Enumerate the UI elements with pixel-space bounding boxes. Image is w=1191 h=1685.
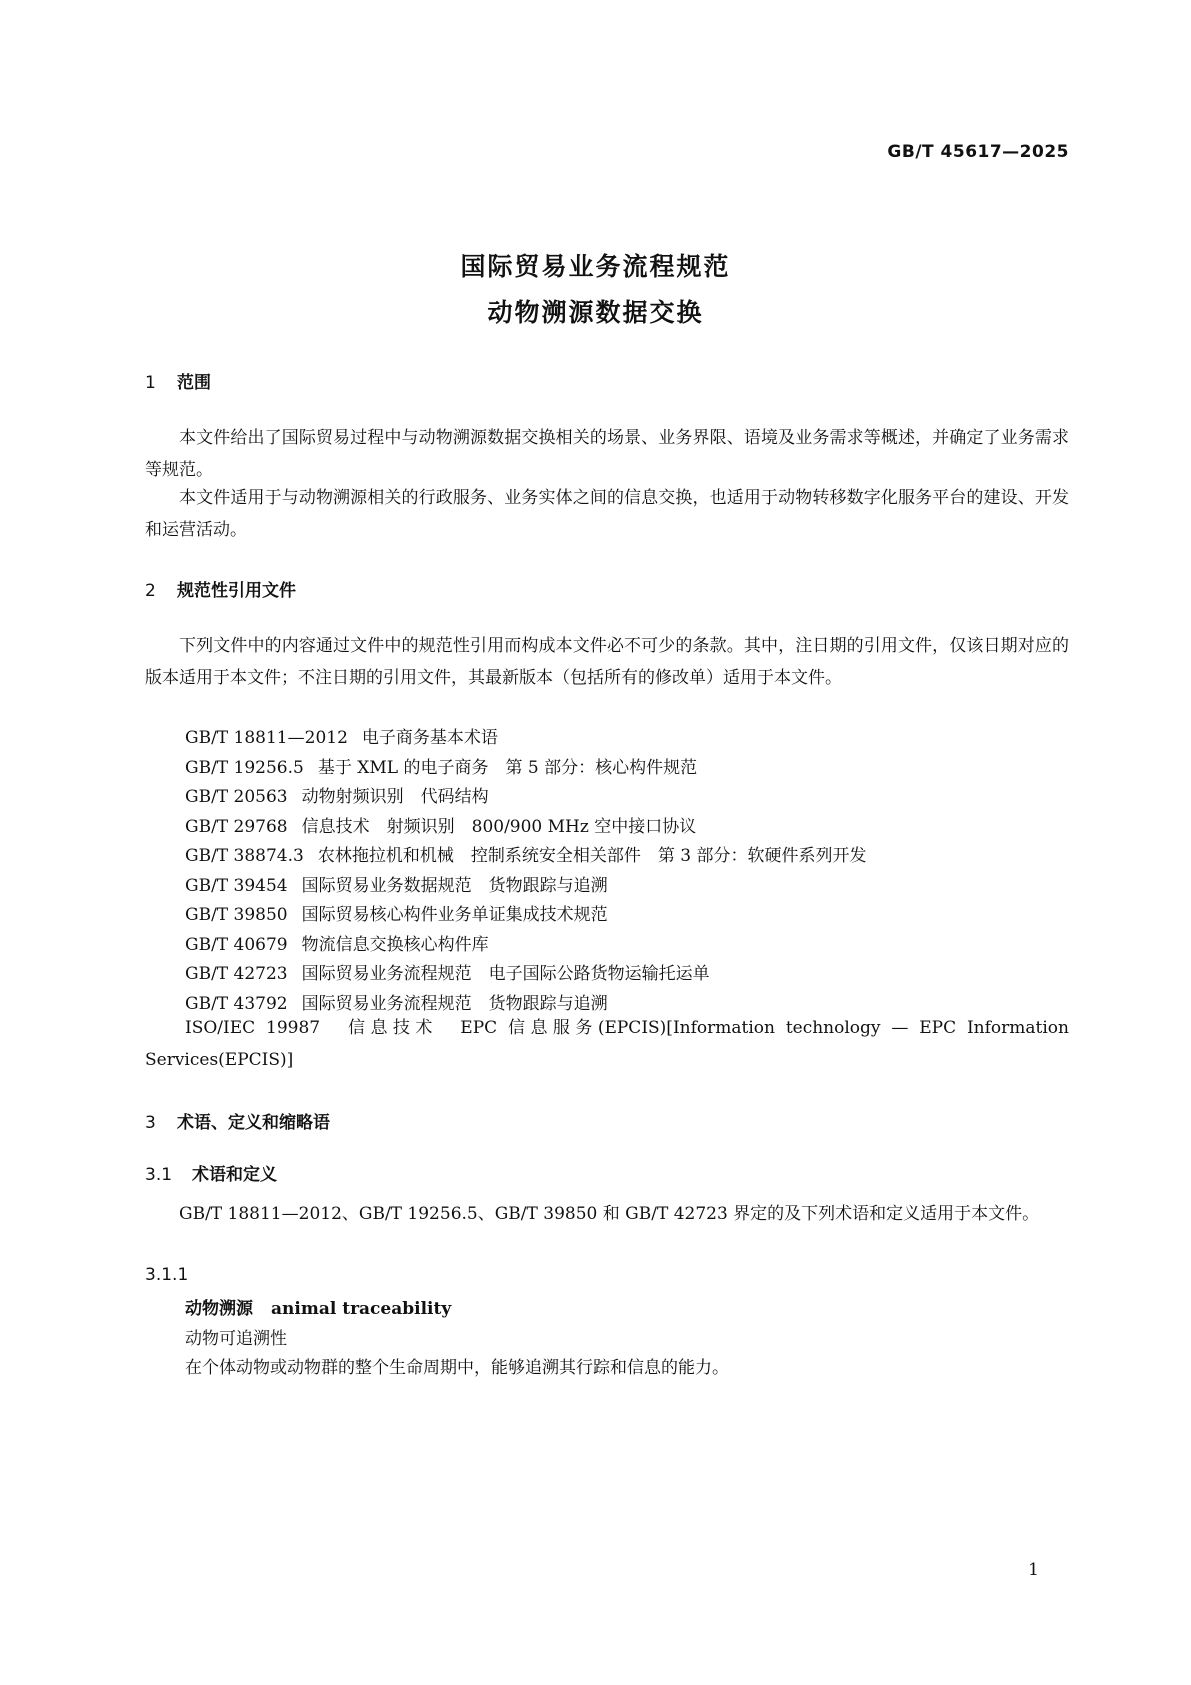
reference-item xyxy=(185,782,489,807)
term-zh: 动物溯源 xyxy=(185,1299,253,1319)
subsection-3-1-heading xyxy=(145,1160,277,1185)
term-en: animal traceability xyxy=(271,1299,452,1319)
reference-title: 国际贸易业务流程规范 货物跟踪与追溯 xyxy=(301,994,608,1014)
section-number: 3 xyxy=(145,1113,156,1133)
document-title-line2: 动物溯源数据交换 xyxy=(487,298,704,327)
reference-item-iso: ISO/IEC 19987 信息技术 EPC 信息服务(EPCIS)[Information technology — EPC Information Services(EPCIS)] xyxy=(145,1018,1069,1070)
reference-title: 动物射频识别 代码结构 xyxy=(301,787,489,807)
reference-item xyxy=(185,871,608,896)
reference-item xyxy=(185,989,608,1014)
reference-code: GB/T 40679 xyxy=(185,935,288,955)
reference-item xyxy=(185,900,608,925)
reference-title: 物流信息交换核心构件库 xyxy=(301,935,489,955)
section-1-paragraph-1: 本文件给出了国际贸易过程中与动物溯源数据交换相关的场景、业务界限、语境及业务需求等概述，并确定了业务需求等规范。 xyxy=(145,428,1069,480)
section-title: 范围 xyxy=(177,373,211,393)
section-2-heading xyxy=(145,576,296,601)
reference-title: 国际贸易核心构件业务单证集成技术规范 xyxy=(301,905,608,925)
reference-item xyxy=(185,812,696,837)
reference-code: GB/T 38874.3 xyxy=(185,846,304,866)
reference-code: GB/T 39454 xyxy=(185,876,288,896)
standard-code: GB/T 45617—2025 xyxy=(887,142,1069,162)
term-title xyxy=(185,1294,451,1319)
section-title: 术语、定义和缩略语 xyxy=(177,1113,330,1133)
section-2-intro: 下列文件中的内容通过文件中的规范性引用而构成本文件必不可少的条款。其中，注日期的引用文件，仅该日期对应的版本适用于本文件；不注日期的引用文件，其最新版本（包括所有的修改单）适用于本文件。 xyxy=(145,636,1069,688)
reference-code: GB/T 18811—2012 xyxy=(185,728,348,748)
section-title: 规范性引用文件 xyxy=(177,581,296,601)
page-number: 1 xyxy=(1028,1560,1039,1580)
section-3-heading xyxy=(145,1108,330,1133)
subsection-number: 3.1 xyxy=(145,1165,173,1185)
reference-title: 信息技术 射频识别 800/900 MHz 空中接口协议 xyxy=(301,817,697,837)
reference-item xyxy=(185,753,697,778)
term-synonym: 动物可追溯性 xyxy=(185,1329,287,1349)
reference-item xyxy=(185,930,489,955)
reference-title: 农林拖拉机和机械 控制系统安全相关部件 第 3 部分：软硬件系列开发 xyxy=(317,846,867,866)
term-number: 3.1.1 xyxy=(145,1265,189,1285)
reference-item xyxy=(185,723,498,748)
reference-code: GB/T 43792 xyxy=(185,994,288,1014)
reference-item xyxy=(185,959,710,984)
section-1-heading xyxy=(145,368,211,393)
term-definition: 在个体动物或动物群的整个生命周期中，能够追溯其行踪和信息的能力。 xyxy=(185,1358,729,1378)
reference-code: GB/T 39850 xyxy=(185,905,288,925)
section-1-paragraph-2: 本文件适用于与动物溯源相关的行政服务、业务实体之间的信息交换，也适用于动物转移数字化服务平台的建设、开发和运营活动。 xyxy=(145,488,1069,540)
reference-code: GB/T 42723 xyxy=(185,964,288,984)
section-number: 1 xyxy=(145,373,156,393)
reference-title: 国际贸易业务流程规范 电子国际公路货物运输托运单 xyxy=(301,964,710,984)
subsection-3-1-intro: GB/T 18811—2012、GB/T 19256.5、GB/T 39850 和 GB/T 42723 界定的及下列术语和定义适用于本文件。 xyxy=(179,1204,1040,1224)
reference-title: 基于 XML 的电子商务 第 5 部分：核心构件规范 xyxy=(317,758,698,778)
reference-item xyxy=(185,841,866,866)
reference-title: 电子商务基本术语 xyxy=(361,728,498,748)
reference-code: GB/T 29768 xyxy=(185,817,288,837)
reference-code: GB/T 20563 xyxy=(185,787,288,807)
document-title-line1: 国际贸易业务流程规范 xyxy=(460,252,731,281)
subsection-title: 术语和定义 xyxy=(192,1165,277,1185)
reference-code: GB/T 19256.5 xyxy=(185,758,304,778)
section-number: 2 xyxy=(145,581,156,601)
reference-title: 国际贸易业务数据规范 货物跟踪与追溯 xyxy=(301,876,608,896)
